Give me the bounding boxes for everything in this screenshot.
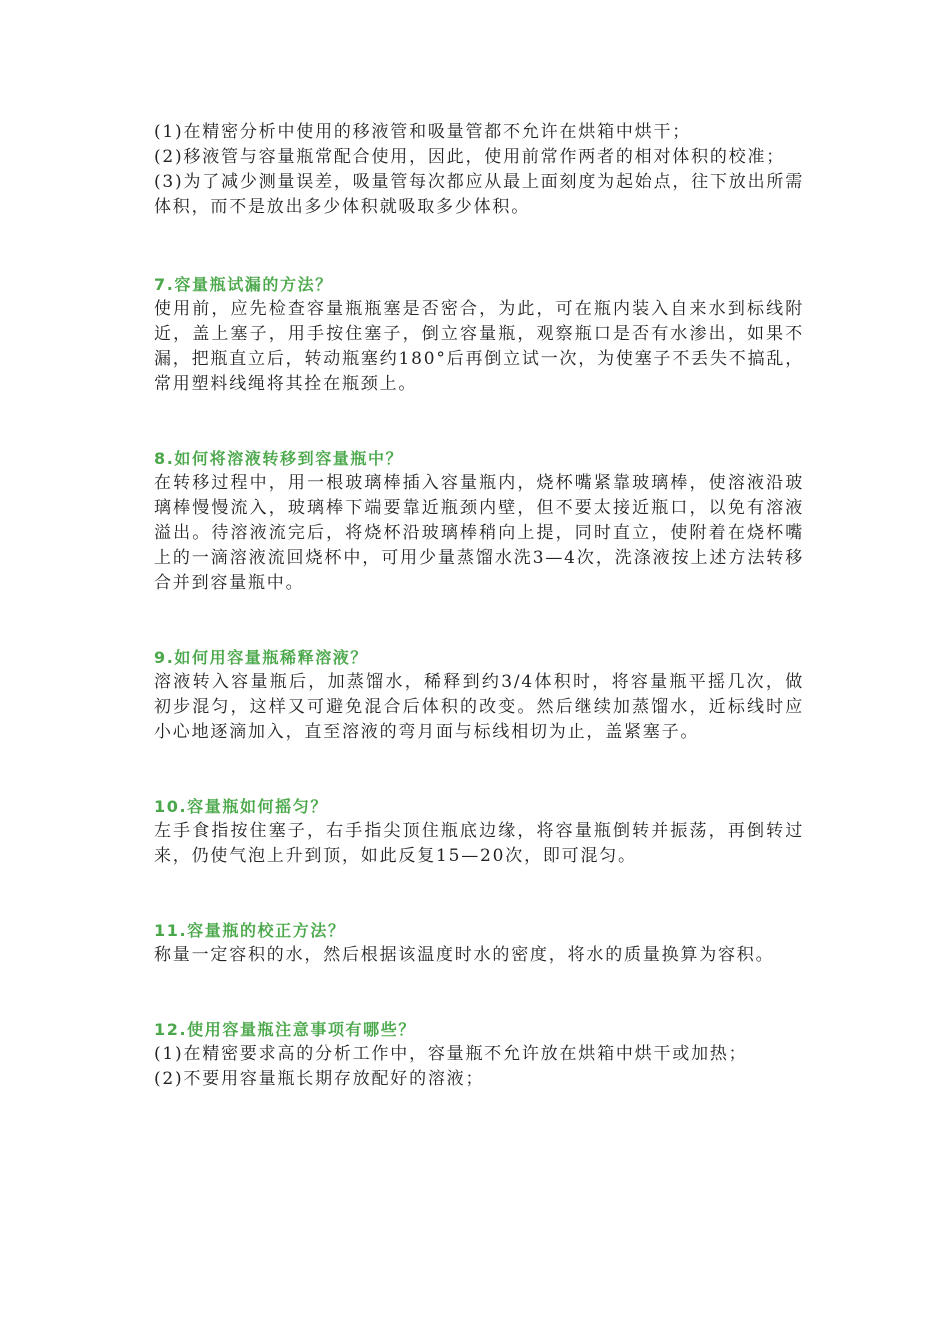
intro-paragraph-2: (2)移液管与容量瓶常配合使用，因此，使用前常作两者的相对体积的校准；	[154, 147, 786, 167]
section-paragraph: (2)不要用容量瓶长期存放配好的溶液；	[154, 1069, 485, 1089]
intro-paragraph-1: (1)在精密分析中使用的移液管和吸量管都不允许在烘箱中烘干；	[154, 122, 692, 142]
intro-section	[154, 120, 804, 220]
section-7	[154, 272, 804, 397]
section-paragraph: 溶液转入容量瓶后，加蒸馏水，稀释到约3/4体积时，将容量瓶平摇几次，做初步混匀，这样又可避免混合后体积的改变。然后继续加蒸馏水，近标线时应小心地逐滴加入，直至溶液的弯月面与标线相切为止，盖紧塞子。	[154, 672, 804, 742]
section-12	[154, 1017, 804, 1092]
section-heading: 7.容量瓶试漏的方法？	[154, 275, 333, 294]
section-paragraph: 在转移过程中，用一根玻璃棒插入容量瓶内，烧杯嘴紧靠玻璃棒，使溶液沿玻璃棒慢慢流入，玻璃棒下端要靠近瓶颈内壁，但不要太接近瓶口，以免有溶液溢出。待溶液流完后，将烧杯沿玻璃棒稍向上提，同时直立，使附着在烧杯嘴上的一滴溶液流回烧杯中，可用少量蒸馏水洗3—4次，洗涤液按上述方法转移合并到容量瓶中。	[154, 473, 804, 593]
document-page	[154, 120, 804, 1092]
section-heading: 10.容量瓶如何摇匀？	[154, 797, 328, 816]
section-11	[154, 918, 804, 968]
intro-paragraph-3: (3)为了减少测量误差，吸量管每次都应从最上面刻度为起始点，往下放出所需体积，而不是放出多少体积就吸取多少体积。	[154, 172, 804, 217]
section-9	[154, 645, 804, 745]
section-heading: 9.如何用容量瓶稀释溶液？	[154, 648, 369, 667]
section-heading: 8.如何将溶液转移到容量瓶中？	[154, 449, 404, 468]
section-heading: 12.使用容量瓶注意事项有哪些？	[154, 1020, 416, 1039]
section-paragraph: (1)在精密要求高的分析工作中，容量瓶不允许放在烘箱中烘干或加热；	[154, 1044, 748, 1064]
section-paragraph: 使用前，应先检查容量瓶瓶塞是否密合，为此，可在瓶内装入自来水到标线附近，盖上塞子，用手按住塞子，倒立容量瓶，观察瓶口是否有水渗出，如果不漏，把瓶直立后，转动瓶塞约180°后再倒立试一次，为使塞子不丢失不搞乱，常用塑料线绳将其拴在瓶颈上。	[154, 299, 804, 394]
section-paragraph: 称量一定容积的水，然后根据该温度时水的密度，将水的质量换算为容积。	[154, 945, 775, 965]
section-paragraph: 左手食指按住塞子，右手指尖顶住瓶底边缘，将容量瓶倒转并振荡，再倒转过来，仍使气泡上升到顶，如此反复15—20次，即可混匀。	[154, 821, 804, 866]
section-heading: 11.容量瓶的校正方法？	[154, 921, 346, 940]
section-10	[154, 794, 804, 869]
section-8	[154, 446, 804, 596]
